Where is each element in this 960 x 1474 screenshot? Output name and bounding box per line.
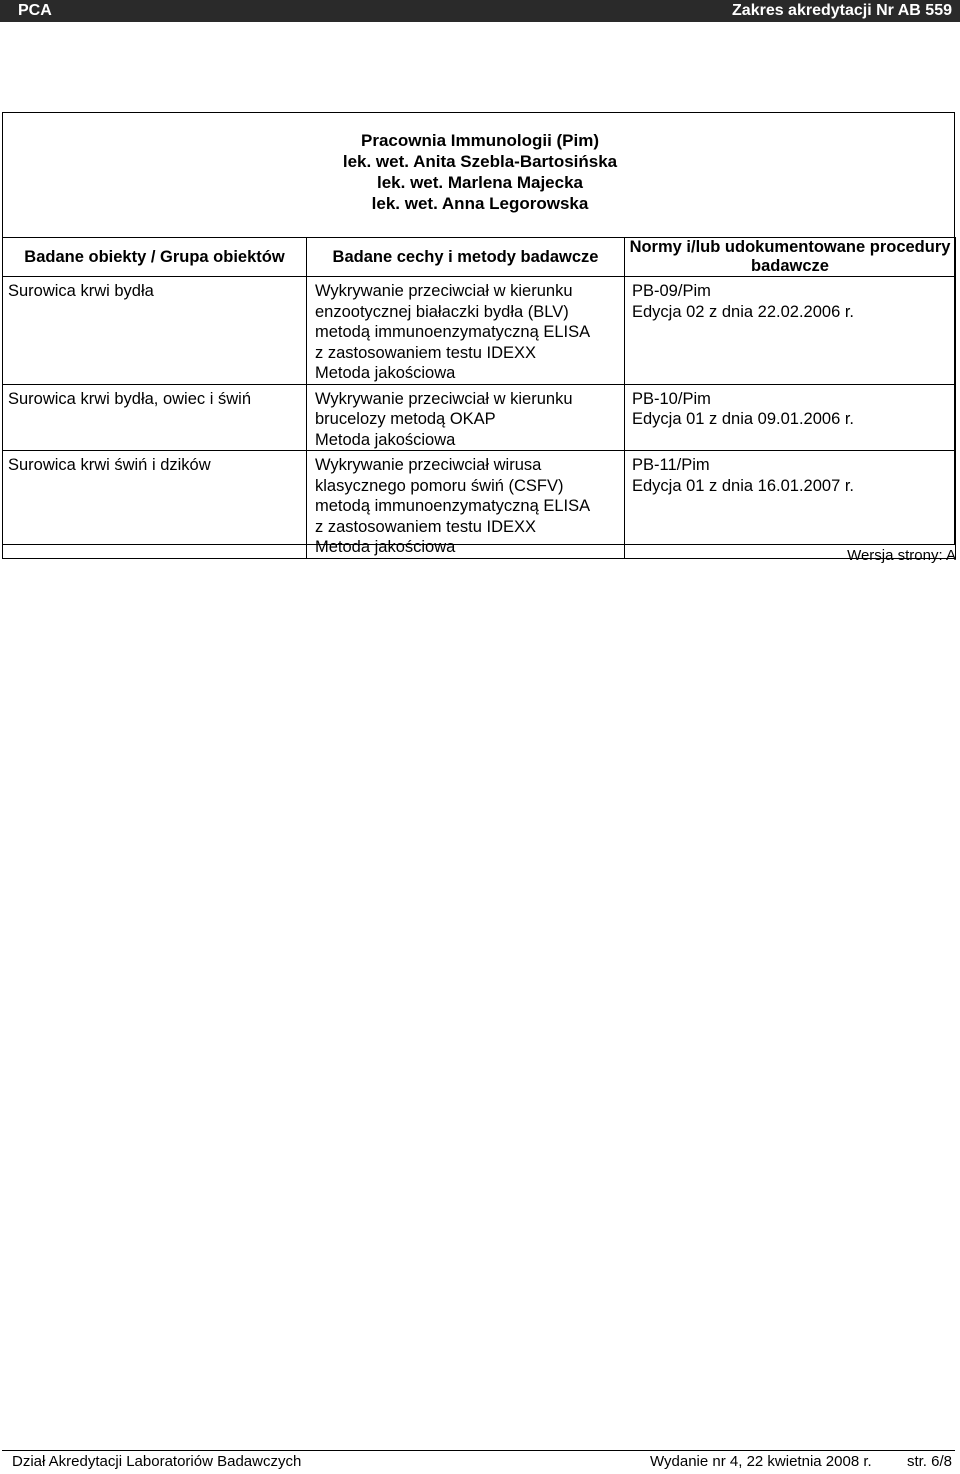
method-line: metodą immunoenzymatyczną ELISA (315, 497, 591, 515)
method-line: Metoda jakościowa (315, 430, 456, 449)
footer-department: Dział Akredytacji Laboratoriów Badawczych (12, 1453, 302, 1470)
lab-staff-2: lek. wet. Marlena Majecka (377, 173, 583, 192)
procedure-edition: Edycja 01 z dnia 09.01.2006 r. (632, 410, 854, 428)
lab-staff-1: lek. wet. Anita Szebla-Bartosińska (342, 152, 618, 171)
table-row (3, 277, 956, 385)
lab-staff-3: lek. wet. Anna Legorowska (371, 194, 589, 213)
header-org: PCA (18, 2, 52, 19)
object-text: Surowica krwi bydła (8, 282, 154, 300)
footer-divider (2, 1450, 955, 1451)
procedure-code: PB-11/Pim (632, 456, 710, 474)
method-line: brucelozy metodą OKAP (315, 410, 496, 428)
scope-table (2, 237, 956, 559)
method-line: z zastosowaniem testu IDEXX (315, 517, 537, 536)
procedure-cell (625, 277, 956, 385)
procedure-cell (625, 384, 956, 451)
footer-edition: Wydanie nr 4, 22 kwietnia 2008 r. (650, 1453, 872, 1470)
method-line: Wykrywanie przeciwciał w kierunku (315, 282, 573, 300)
method-cell (307, 384, 625, 451)
object-text: Surowica krwi bydła, owiec i świń (8, 389, 251, 408)
table-header-row (3, 238, 956, 277)
procedure-code: PB-09/Pim (632, 282, 711, 300)
header-scope-title: Zakres akredytacji Nr AB 559 (732, 2, 952, 19)
method-line: metodą immunoenzymatyczną ELISA (315, 323, 591, 341)
procedure-edition: Edycja 02 z dnia 22.02.2006 r. (632, 302, 854, 321)
object-text: Surowica krwi świń i dzików (8, 456, 211, 474)
method-cell (307, 277, 625, 385)
method-line: Metoda jakościowa (315, 538, 456, 556)
procedure-edition: Edycja 01 z dnia 16.01.2007 r. (632, 476, 854, 495)
table-row (3, 384, 956, 451)
footer-page-number: str. 6/8 (906, 1453, 952, 1470)
header-methods: Badane cechy i metody badawcze (307, 238, 625, 277)
procedure-cell (625, 451, 956, 559)
lab-name: Pracownia Immunologii (Pim) (360, 131, 600, 150)
page-header (0, 0, 960, 22)
method-line: klasycznego pomoru świń (CSFV) (315, 476, 564, 495)
method-line: Wykrywanie przeciwciał wirusa (315, 456, 542, 474)
method-line: Wykrywanie przeciwciał w kierunku (315, 389, 573, 408)
table-row (3, 451, 956, 559)
object-cell (3, 277, 307, 385)
object-cell (3, 384, 307, 451)
header-objects: Badane obiekty / Grupa obiektów (3, 238, 307, 277)
method-cell (307, 451, 625, 559)
method-line: Metoda jakościowa (315, 364, 456, 382)
lab-title (0, 130, 960, 214)
method-line: enzootycznej białaczki bydła (BLV) (315, 302, 569, 321)
header-procedures: Normy i/lub udokumentowane procedury badawcze (625, 238, 956, 277)
page-version: Wersja strony: A (847, 547, 956, 564)
object-cell (3, 451, 307, 559)
method-line: z zastosowaniem testu IDEXX (315, 343, 537, 362)
procedure-code: PB-10/Pim (632, 389, 711, 408)
